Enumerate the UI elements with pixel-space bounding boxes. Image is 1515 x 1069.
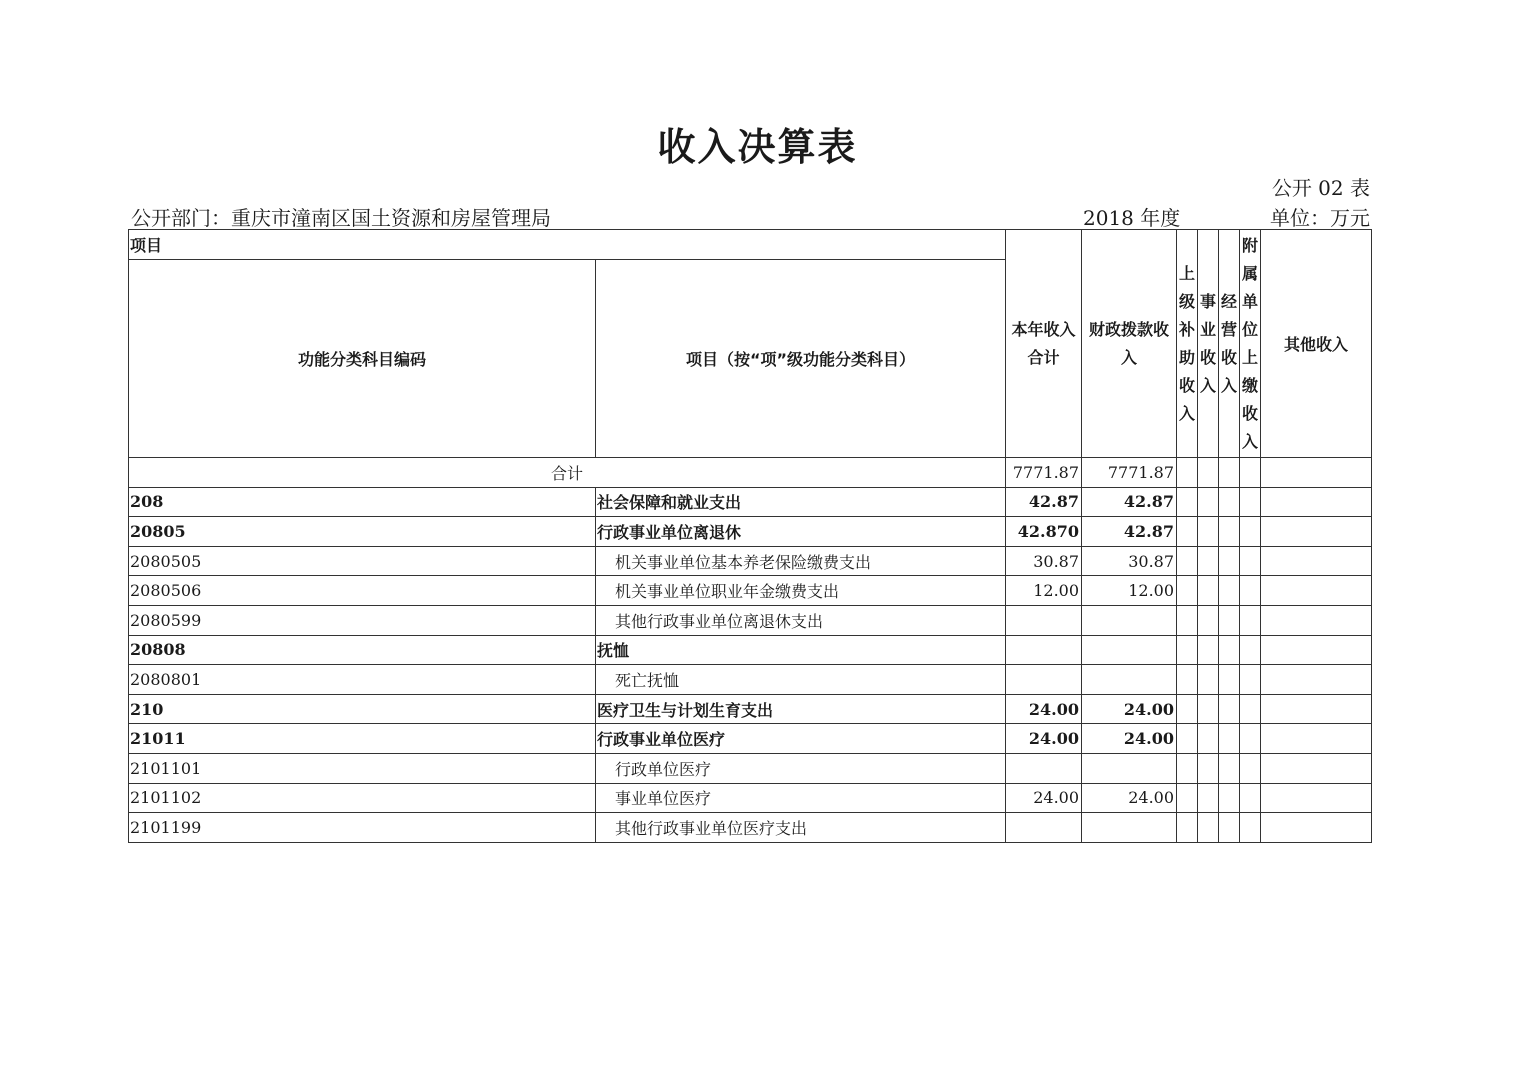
header-affiliated: 附属单位上缴收入 bbox=[1240, 230, 1261, 458]
table-row bbox=[129, 635, 1372, 665]
fiscal-year: 2018 年度 bbox=[1083, 206, 1181, 230]
row-fiscal: 30.87 bbox=[1082, 546, 1177, 576]
total-label: 合计 bbox=[129, 458, 1006, 488]
table-row bbox=[129, 517, 1372, 547]
row-total bbox=[1006, 605, 1082, 635]
income-table bbox=[128, 229, 1372, 843]
row-total: 42.87 bbox=[1006, 487, 1082, 517]
row-name: 死亡抚恤 bbox=[596, 665, 1006, 695]
row-code: 2080506 bbox=[129, 576, 596, 606]
row-name: 抚恤 bbox=[596, 635, 1006, 665]
header-superior: 上级补助收入 bbox=[1177, 230, 1198, 458]
row-name: 其他行政事业单位医疗支出 bbox=[596, 813, 1006, 843]
row-total bbox=[1006, 665, 1082, 695]
row-fiscal: 24.00 bbox=[1082, 694, 1177, 724]
row-total bbox=[1006, 753, 1082, 783]
row-code: 2080599 bbox=[129, 605, 596, 635]
report-title: 收入决算表 bbox=[657, 125, 858, 169]
row-total: 12.00 bbox=[1006, 576, 1082, 606]
row-fiscal bbox=[1082, 605, 1177, 635]
row-code: 20805 bbox=[129, 517, 596, 547]
row-code: 2080505 bbox=[129, 546, 596, 576]
table-row bbox=[129, 783, 1372, 813]
row-total: 30.87 bbox=[1006, 546, 1082, 576]
row-total bbox=[1006, 635, 1082, 665]
header-code: 功能分类科目编码 bbox=[129, 260, 596, 458]
row-code: 20808 bbox=[129, 635, 596, 665]
row-name: 行政事业单位离退休 bbox=[596, 517, 1006, 547]
row-fiscal: 42.87 bbox=[1082, 517, 1177, 547]
row-total: 24.00 bbox=[1006, 783, 1082, 813]
row-name: 行政单位医疗 bbox=[596, 753, 1006, 783]
row-fiscal: 24.00 bbox=[1082, 783, 1177, 813]
row-total: 24.00 bbox=[1006, 694, 1082, 724]
table-row bbox=[129, 813, 1372, 843]
row-code: 2101199 bbox=[129, 813, 596, 843]
header-fiscal: 财政拨款收入 bbox=[1082, 230, 1177, 458]
row-code: 2080801 bbox=[129, 665, 596, 695]
row-name: 事业单位医疗 bbox=[596, 783, 1006, 813]
row-fiscal: 12.00 bbox=[1082, 576, 1177, 606]
row-code: 210 bbox=[129, 694, 596, 724]
row-code: 2101102 bbox=[129, 783, 596, 813]
header-other: 其他收入 bbox=[1261, 230, 1372, 458]
header-operating: 经营收入 bbox=[1219, 230, 1240, 458]
header-total: 本年收入合计 bbox=[1006, 230, 1082, 458]
row-fiscal bbox=[1082, 753, 1177, 783]
header-item: 项目 bbox=[129, 230, 1006, 260]
header-name: 项目（按“项”级功能分类科目） bbox=[596, 260, 1006, 458]
row-code: 21011 bbox=[129, 724, 596, 754]
row-name: 机关事业单位基本养老保险缴费支出 bbox=[596, 546, 1006, 576]
row-code: 208 bbox=[129, 487, 596, 517]
row-name: 机关事业单位职业年金缴费支出 bbox=[596, 576, 1006, 606]
row-fiscal: 42.87 bbox=[1082, 487, 1177, 517]
form-number: 公开 02 表 bbox=[1271, 176, 1370, 200]
table-row bbox=[129, 724, 1372, 754]
table-row bbox=[129, 694, 1372, 724]
row-fiscal: 24.00 bbox=[1082, 724, 1177, 754]
row-total bbox=[1006, 813, 1082, 843]
row-fiscal bbox=[1082, 813, 1177, 843]
table-row bbox=[129, 487, 1372, 517]
row-total: 24.00 bbox=[1006, 724, 1082, 754]
row-total: 42.870 bbox=[1006, 517, 1082, 547]
row-name: 社会保障和就业支出 bbox=[596, 487, 1006, 517]
department-label: 公开部门：重庆市潼南区国土资源和房屋管理局 bbox=[131, 206, 551, 230]
currency-unit: 单位：万元 bbox=[1270, 206, 1370, 230]
table-row bbox=[129, 605, 1372, 635]
row-fiscal bbox=[1082, 665, 1177, 695]
row-code: 2101101 bbox=[129, 753, 596, 783]
table-row bbox=[129, 665, 1372, 695]
table-row bbox=[129, 576, 1372, 606]
total-row bbox=[129, 458, 1372, 488]
row-name: 其他行政事业单位离退休支出 bbox=[596, 605, 1006, 635]
total-fiscal: 7771.87 bbox=[1082, 458, 1177, 488]
row-name: 医疗卫生与计划生育支出 bbox=[596, 694, 1006, 724]
row-name: 行政事业单位医疗 bbox=[596, 724, 1006, 754]
total-amount: 7771.87 bbox=[1006, 458, 1082, 488]
table-row bbox=[129, 753, 1372, 783]
table-row bbox=[129, 546, 1372, 576]
row-fiscal bbox=[1082, 635, 1177, 665]
header-business: 事业收入 bbox=[1198, 230, 1219, 458]
